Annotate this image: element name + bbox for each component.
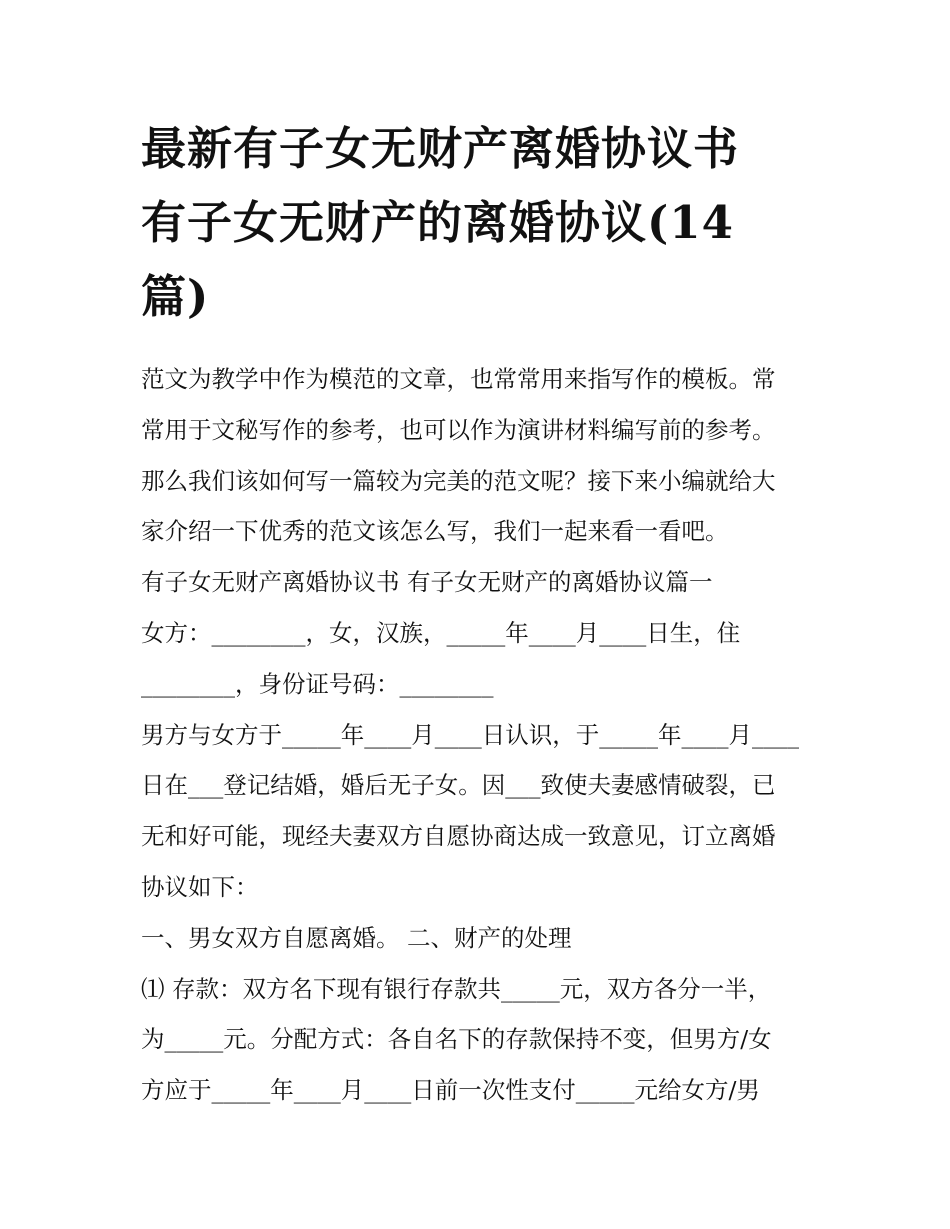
body-line-1: 范文为教学中作为模范的文章，也常常用来指写作的模板。常 — [141, 365, 776, 393]
body-line-15: 方应于_____年____月____日前一次性支付_____元给女方/男 — [141, 1076, 760, 1105]
body-line-13: ⑴ 存款：双方名下现有银行存款共_____元，双方各分一半， — [141, 974, 772, 1003]
body-line-7: ________，身份证号码：________ — [141, 669, 494, 698]
body-line-11: 协议如下： — [141, 872, 259, 901]
body-line-14: 为_____元。分配方式：各自名下的存款保持不变，但男方/女 — [141, 1025, 772, 1054]
title-line-2: 有子女无财产的离婚协议(14 — [141, 196, 734, 249]
title-line-1: 最新有子女无财产离婚协议书 — [141, 122, 740, 175]
document-body — [141, 354, 821, 1116]
body-line-8: 男方与女方于_____年____月____日认识，于_____年____月____ — [141, 720, 799, 749]
body-line-9: 日在___登记结婚，婚后无子女。因___致使夫妻感情破裂，已 — [141, 771, 776, 800]
body-line-3: 那么我们该如何写一篇较为完美的范文呢？接下来小编就给大 — [141, 466, 776, 495]
body-line-6: 女方：________，女，汉族，_____年____月____日生，住 — [141, 618, 741, 647]
document-title — [141, 112, 821, 334]
title-line-3: 篇) — [141, 270, 210, 323]
body-line-5: 有子女无财产离婚协议书 有子女无财产的离婚协议篇一 — [141, 568, 713, 597]
body-line-10: 无和好可能，现经夫妻双方自愿协商达成一致意见，订立离婚 — [141, 822, 776, 851]
body-line-4: 家介绍一下优秀的范文该怎么写，我们一起来看一看吧。 — [141, 517, 729, 546]
body-line-2: 常用于文秘写作的参考，也可以作为演讲材料编写前的参考。 — [141, 415, 776, 444]
body-line-12: 一、男女双方自愿离婚。 二、财产的处理 — [141, 923, 572, 952]
